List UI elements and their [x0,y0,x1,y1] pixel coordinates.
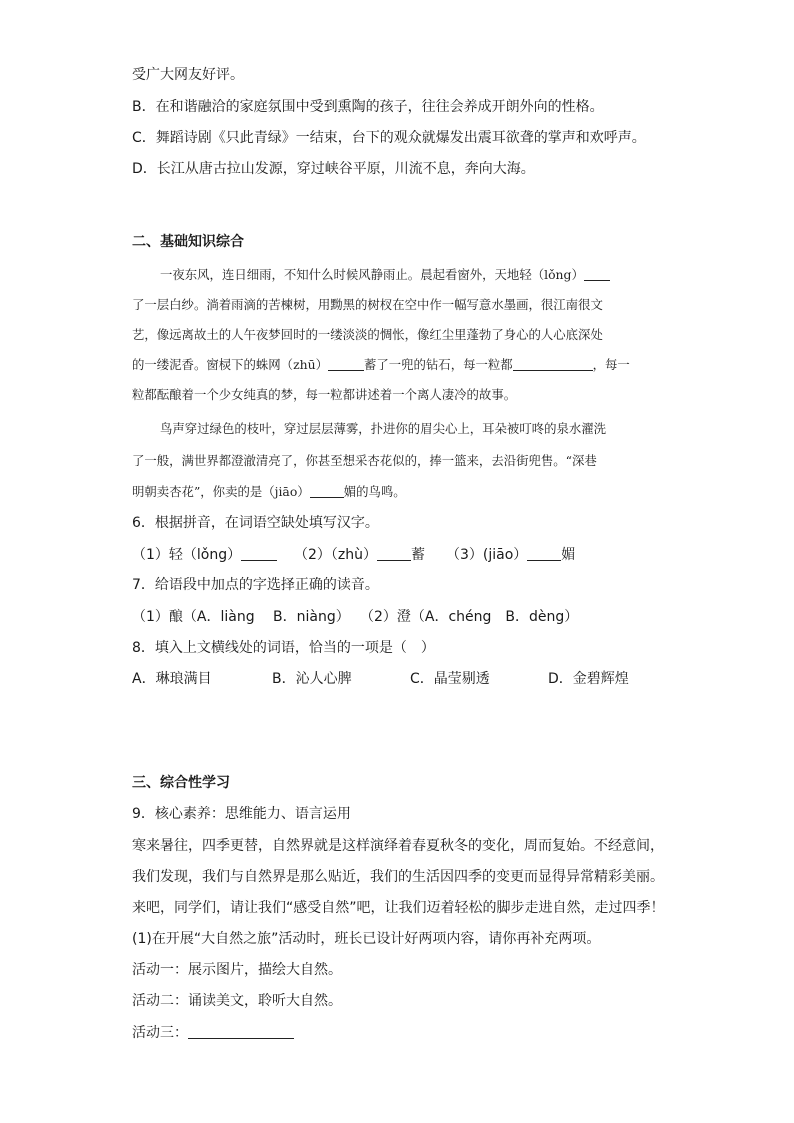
q6-item-1: （1）轻（lǒng） [132,546,277,564]
passage-line-2: 了一层白纱。淌着雨滴的苦楝树，用黝黑的树杈在空中作一幅写意水墨画，很江南很文 [132,297,603,312]
passage-line-8: 明朝卖杏花”，你卖的是（jiāo） 媚的鸟鸣。 [132,484,406,499]
q9-stem: 9．核心素养：思维能力、语言运用 [132,806,351,822]
activity-1: 活动一：展示图片，描绘大自然。 [132,962,342,978]
q8-stem: 8．填入上文横线处的词语，恰当的一项是（ ） [132,640,435,656]
q6-blank-3[interactable] [527,546,561,561]
q7-item-1: （1）酿（A．liàng B．niàng） [132,609,350,625]
q6-stem: 6．根据拼音，在词语空缺处填写汉字。 [132,515,379,531]
blank-jiao[interactable] [310,483,344,498]
q7-items [132,608,692,628]
q9-sub-1: (1)在开展“大自然之旅”活动时，班长已设计好两项内容，请你再补充两项。 [132,931,601,947]
q8-option-a[interactable]: A．琳琅满目 [132,671,212,687]
activity-3: 活动三： [132,1024,294,1042]
q8-option-b[interactable]: B．沁人心脾 [272,671,352,687]
passage-line-3: 艺，像远离故土的人午夜梦回时的一缕淡淡的惆怅，像红尘里蓬勃了身心的人心底深处 [132,327,603,342]
q8-options [132,670,692,690]
q6-items [132,546,692,566]
q6-blank-1[interactable] [241,546,277,561]
activity-2: 活动二：诵读美文，聆听大自然。 [132,993,342,1009]
q6-blank-2[interactable] [377,546,411,561]
section-3-heading: 三、综合性学习 [132,775,230,791]
q7-item-2: （2）澄（A．chéng B．dèng） [360,609,579,625]
activity-3-blank[interactable] [188,1024,294,1039]
option-a-continuation: 受广大网友好评。 [132,67,244,83]
q9-line-1: 寒来暑往，四季更替，自然界就是这样演绎着春夏秋冬的变化，周而复始。不经意间， [132,838,664,854]
q7-stem: 7．给语段中加点的字选择正确的读音。 [132,577,379,593]
passage-line-1: 一夜东风，连日细雨，不知什么时候风静雨止。晨起看窗外，天地轻（lǒng） [160,266,688,284]
q8-option-d[interactable]: D．金碧辉煌 [548,671,629,687]
blank-long[interactable] [584,266,610,281]
passage-line-7: 了一般，满世界都澄澈清亮了，你甚至想采杏花似的，捧一篮来，去沿街兜售。“深巷 [132,453,597,468]
option-d: D．长江从唐古拉山发源，穿过峡谷平原，川流不息，奔向大海。 [132,161,535,177]
option-b: B．在和谐融洽的家庭氛围中受到熏陶的孩子，往往会养成开朗外向的性格。 [132,99,604,115]
q6-item-3: （3）(jiāo） 媚 [446,547,576,563]
q9-line-2: 我们发现，我们与自然界是那么贴近，我们的生活因四季的变更而显得异常精彩美丽。 [132,869,664,885]
q8-option-c[interactable]: C．晶莹剔透 [410,671,490,687]
q6-item-2: （2）（zhù） 蓄 [294,547,426,563]
option-c: C．舞蹈诗剧《只此青绿》一结束，台下的观众就爆发出震耳欲聋的掌声和欢呼声。 [132,130,646,146]
passage-line-5: 粒都酝酿着一个少女纯真的梦，每一粒都讲述着一个离人凄冷的故事。 [132,387,517,402]
blank-zhu[interactable] [328,356,364,371]
passage-line-4: 的一缕泥香。窗棂下的蛛网（zhū） 蓄了一兜的钻石，每一粒都 ，每一 [132,357,630,372]
section-2-heading: 二、基础知识综合 [132,234,244,250]
blank-phrase[interactable] [513,356,593,371]
q9-line-3: 来吧，同学们，请让我们“感受自然”吧，让我们迈着轻松的脚步走进自然，走过四季！ [132,900,665,916]
passage-line-6: 鸟声穿过绿色的枝叶，穿过层层薄雾，扑进你的眉尖心上，耳朵被叮咚的泉水濯洗 [160,421,607,436]
